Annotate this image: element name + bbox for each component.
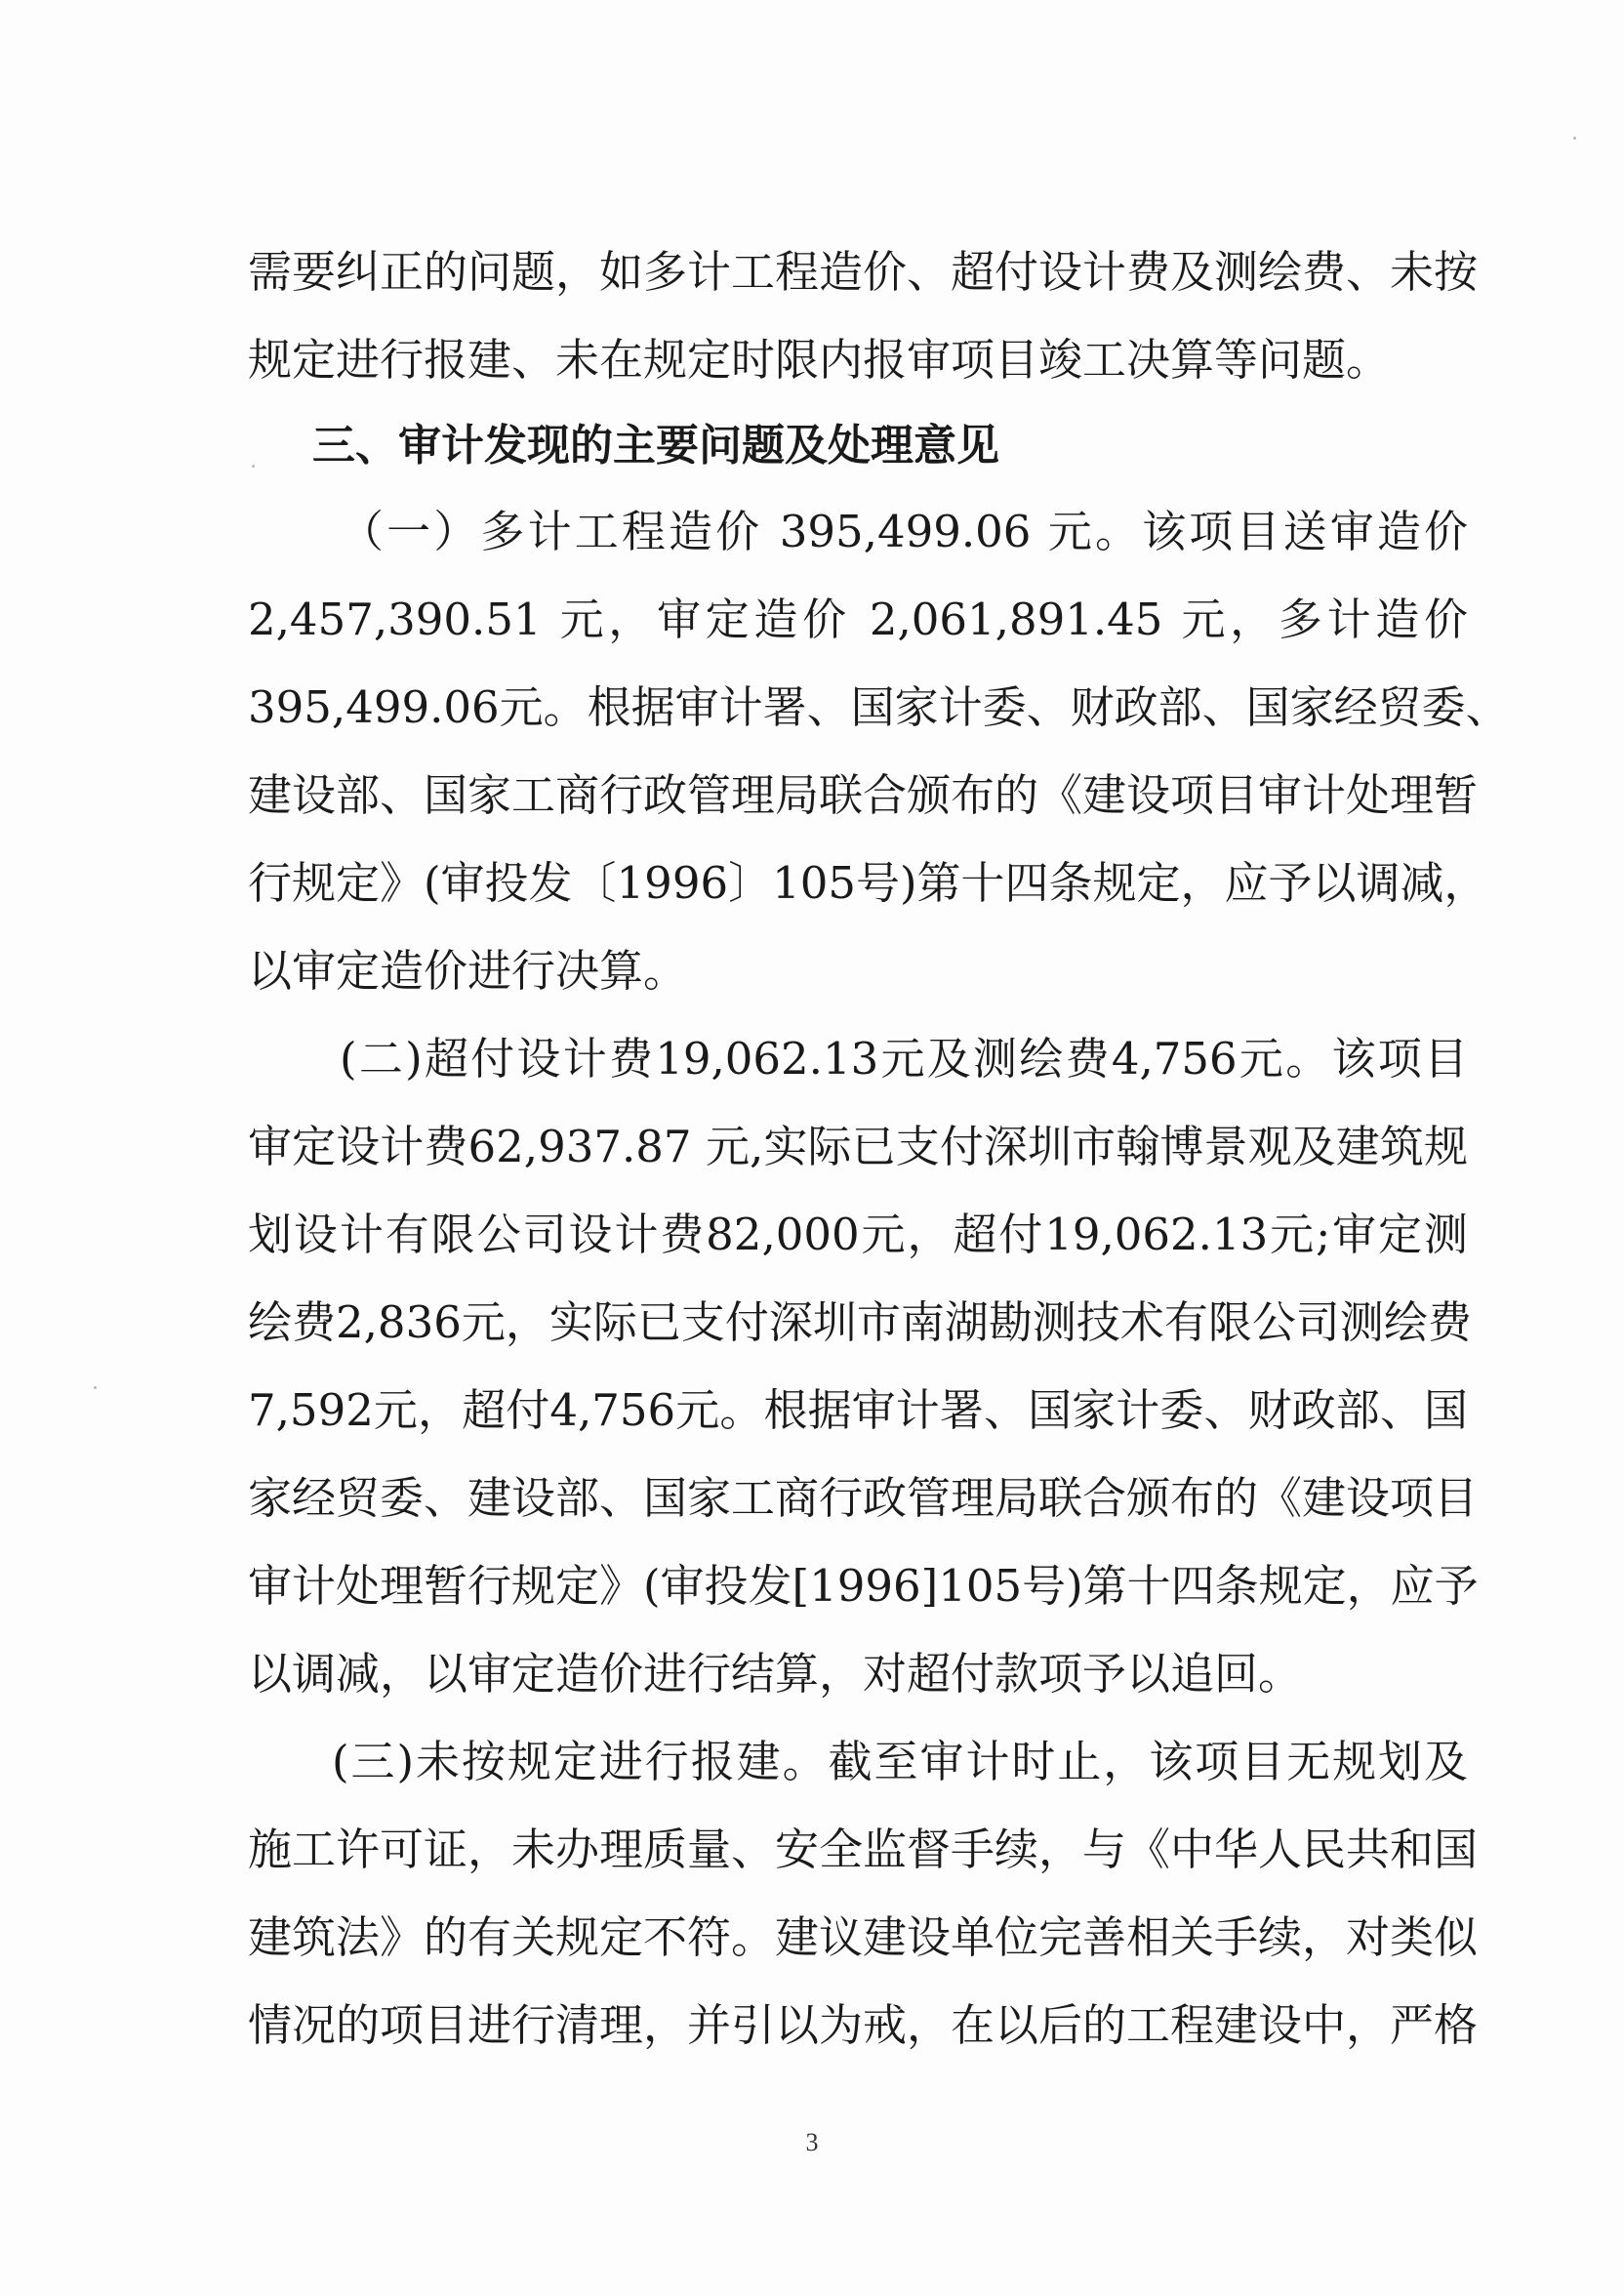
body-line-10: (二)超付设计费19,062.13元及测绘费4,756元。该项目 <box>340 1033 1468 1085</box>
body-line-17: 以调减，以审定造价进行结算，对超付款项予以追回。 <box>248 1648 1303 1700</box>
body-line-20: 建筑法》的有关规定不符。建议建设单位完善相关手续，对类似 <box>248 1911 1479 1963</box>
body-line-14: 7,592元，超付4,756元。根据审计署、国家计委、财政部、国 <box>248 1384 1468 1436</box>
scan-speck <box>94 1386 97 1389</box>
body-line-2: 规定进行报建、未在规定时限内报审项目竣工决算等问题。 <box>248 334 1391 386</box>
section-heading: 三、审计发现的主要问题及处理意见 <box>312 421 999 471</box>
body-line-15: 家经贸委、建设部、国家工商行政管理局联合颁布的《建设项目 <box>248 1472 1479 1524</box>
body-line-19: 施工许可证，未办理质量、安全监督手续，与《中华人民共和国 <box>248 1824 1479 1875</box>
body-line-21: 情况的项目进行清理，并引以为戒，在以后的工程建设中，严格 <box>248 1999 1479 2051</box>
body-line-9: 以审定造价进行决算。 <box>248 945 688 997</box>
body-line-16: 审计处理暂行规定》(审投发[1996]105号)第十四条规定，应予 <box>248 1560 1479 1612</box>
body-line-18: (三)未按规定进行报建。截至审计时止，该项目无规划及 <box>332 1736 1468 1787</box>
body-line-6: 395,499.06元。根据审计署、国家计委、财政部、国家经贸委、 <box>248 681 1510 733</box>
scan-speck <box>1573 137 1576 140</box>
body-line-12: 划设计有限公司设计费82,000元，超付19,062.13元;审定测 <box>248 1209 1468 1260</box>
body-line-7: 建设部、国家工商行政管理局联合颁布的《建设项目审计处理暂 <box>248 769 1479 821</box>
body-line-11: 审定设计费62,937.87 元,实际已支付深圳市翰博景观及建筑规 <box>248 1121 1468 1172</box>
body-line-5: 2,457,390.51 元，审定造价 2,061,891.45 元，多计造价 <box>248 594 1468 645</box>
scan-speck <box>252 465 255 468</box>
body-line-4: （一）多计工程造价 395,499.06 元。该项目送审造价 <box>340 506 1468 557</box>
body-line-8: 行规定》(审投发〔1996〕105号)第十四条规定，应予以调减， <box>248 857 1488 909</box>
page-number: 3 <box>805 2128 819 2156</box>
body-line-1: 需要纠正的问题，如多计工程造价、超付设计费及测绘费、未按 <box>248 246 1479 298</box>
body-line-13: 绘费2,836元，实际已支付深圳市南湖勘测技术有限公司测绘费 <box>248 1296 1472 1348</box>
